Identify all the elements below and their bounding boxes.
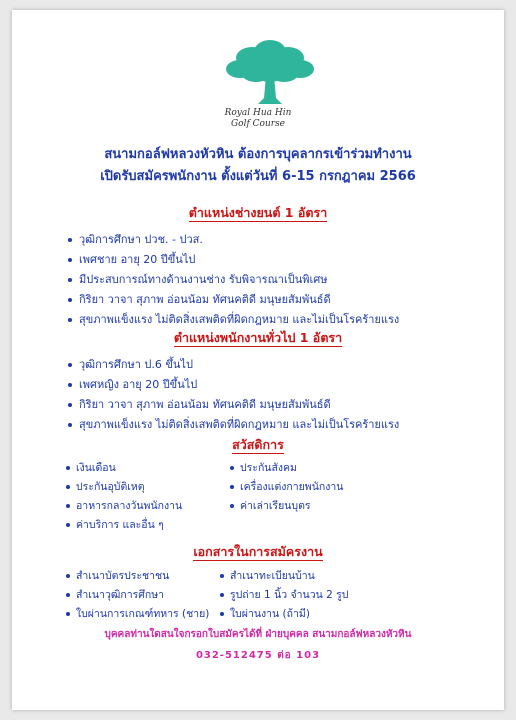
list-item: สำเนาวุฒิการศึกษา [66, 585, 164, 605]
list-item: ค่าเล่าเรียนบุตร [230, 496, 311, 516]
bullet-icon [66, 612, 70, 616]
bullet-icon [68, 258, 72, 262]
bullet-icon [68, 363, 72, 367]
tree-logo-icon [222, 36, 318, 106]
bullet-icon [68, 403, 72, 407]
brand-subtitle: Golf Course [230, 119, 286, 129]
list-item: ใบผ่านการเกณฑ์ทหาร (ชาย) [66, 604, 209, 624]
bullet-icon [66, 593, 70, 597]
bullet-icon [66, 574, 70, 578]
headline: สนามกอล์ฟหลวงหัวหิน ต้องการบุคลากรเข้าร่วมทำงาน [104, 147, 412, 162]
brand-name: Royal Hua Hin [224, 108, 292, 118]
position2-requirements [68, 355, 488, 435]
bullet-icon [66, 485, 70, 489]
benefits-title: สวัสดิการ [232, 437, 284, 452]
list-item: เงินเดือน [66, 458, 116, 478]
list-item: ใบผ่านงาน (ถ้ามี) [220, 604, 310, 624]
bullet-icon [66, 466, 70, 470]
list-item: เพศหญิง อายุ 20 ปีขึ้นไป [68, 375, 488, 395]
application-period: เปิดรับสมัครพนักงาน ตั้งแต่วันที่ 6-15 กรกฎาคม 2566 [100, 169, 416, 184]
bullet-icon [230, 466, 234, 470]
bullet-icon [68, 298, 72, 302]
bullet-icon [68, 318, 72, 322]
position1-requirements [68, 230, 488, 330]
bullet-icon [230, 504, 234, 508]
bullet-icon [68, 278, 72, 282]
bullet-icon [68, 423, 72, 427]
documents-title: เอกสารในการสมัครงาน [193, 544, 323, 559]
contact-phone: 032-512475 ต่อ 103 [195, 650, 321, 661]
job-poster [12, 10, 504, 710]
list-item: รูปถ่าย 1 นิ้ว จำนวน 2 รูป [220, 585, 348, 605]
list-item: เครื่องแต่งกายพนักงาน [230, 477, 343, 497]
list-item: สำเนาบัตรประชาชน [66, 566, 169, 586]
list-item: กิริยา วาจา สุภาพ อ่อนน้อม ทัศนคติดี มนุษยสัมพันธ์ดี [68, 395, 488, 415]
bullet-icon [66, 504, 70, 508]
list-item: กิริยา วาจา สุภาพ อ่อนน้อม ทัศนคติดี มนุษยสัมพันธ์ดี [68, 290, 488, 310]
bullet-icon [66, 523, 70, 527]
bullet-icon [230, 485, 234, 489]
position1-title: ตำแหน่งช่างยนต์ 1 อัตรา [188, 205, 328, 220]
list-item: สุขภาพแข็งแรง ไม่ติดสิ่งเสพติดที่ผิดกฎหมาย และไม่เป็นโรคร้ายแรง [68, 310, 488, 330]
list-item: สำเนาทะเบียนบ้าน [220, 566, 315, 586]
list-item: วุฒิการศึกษา ปวช. - ปวส. [68, 230, 488, 250]
list-item: อาหารกลางวันพนักงาน [66, 496, 182, 516]
list-item: ค่าบริการ และอื่น ๆ [66, 515, 164, 535]
bullet-icon [220, 612, 224, 616]
list-item: ประกันสังคม [230, 458, 297, 478]
contact-info: บุคคลท่านใดสนใจกรอกใบสมัครได้ที่ ฝ่ายบุคคล สนามกอล์ฟหลวงหัวหิน [104, 629, 412, 640]
list-item: มีประสบการณ์ทางด้านงานช่าง รับพิจารณาเป็นพิเศษ [68, 270, 488, 290]
list-item: เพศชาย อายุ 20 ปีขึ้นไป [68, 250, 488, 270]
position2-title: ตำแหน่งพนักงานทั่วไป 1 อัตรา [173, 330, 343, 345]
bullet-icon [68, 238, 72, 242]
list-item: วุฒิการศึกษา ป.6 ขึ้นไป [68, 355, 488, 375]
bullet-icon [220, 593, 224, 597]
list-item: ประกันอุบัติเหตุ [66, 477, 145, 497]
list-item: สุขภาพแข็งแรง ไม่ติดสิ่งเสพติดที่ผิดกฎหมาย และไม่เป็นโรคร้ายแรง [68, 415, 488, 435]
bullet-icon [220, 574, 224, 578]
bullet-icon [68, 383, 72, 387]
